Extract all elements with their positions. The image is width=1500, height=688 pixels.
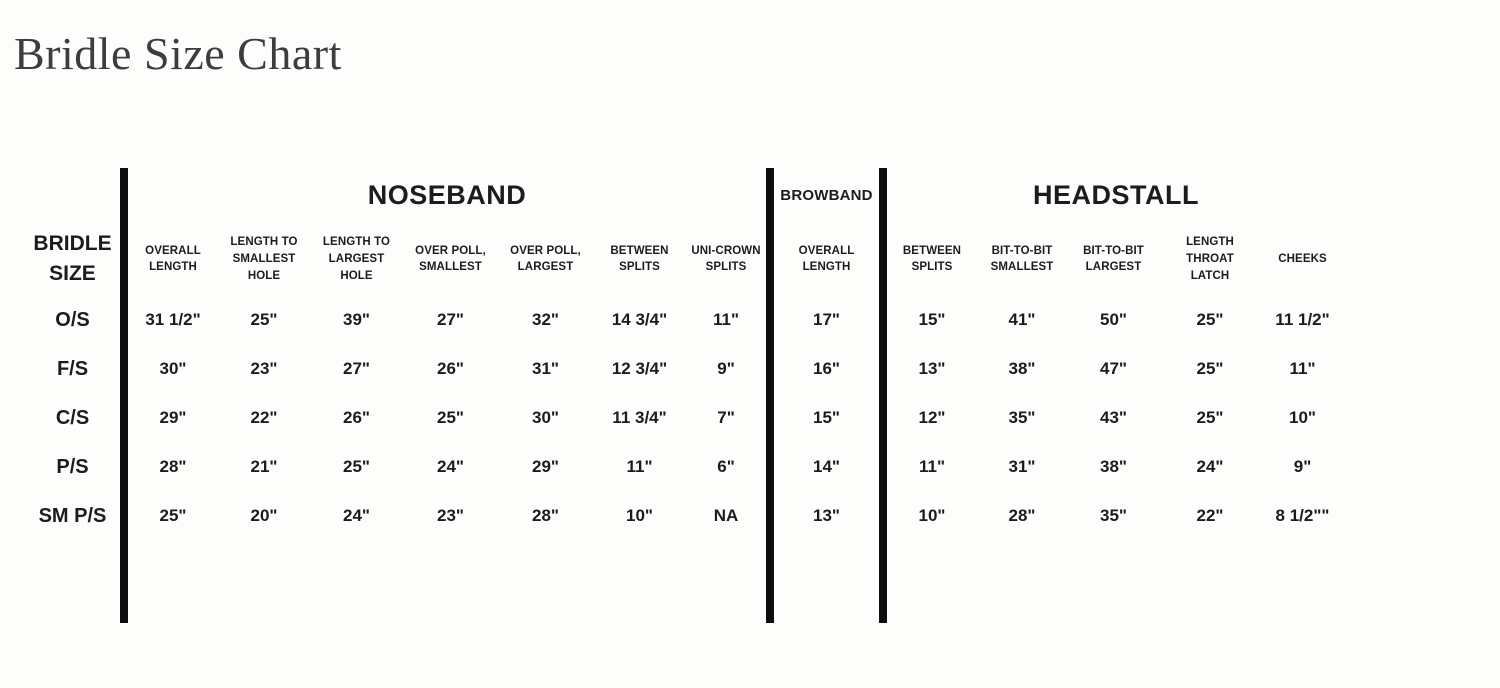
size-value-cell: 38" bbox=[1008, 359, 1036, 379]
size-value-cell: 11" bbox=[626, 457, 653, 477]
size-value-cell: 25" bbox=[1196, 408, 1224, 428]
size-value-cell: 12" bbox=[918, 408, 946, 428]
size-chart-grid bbox=[25, 168, 1345, 623]
size-value-cell: 50" bbox=[1100, 310, 1127, 330]
size-value-cell: 27" bbox=[437, 310, 464, 330]
column-header: LENGTH THROAT LATCH bbox=[1186, 236, 1234, 282]
column-header: OVER POLL, SMALLEST bbox=[415, 244, 486, 274]
size-value-cell: 21" bbox=[250, 457, 278, 477]
size-value-cell: 22" bbox=[250, 408, 278, 428]
size-value-cell: 47" bbox=[1100, 359, 1127, 379]
size-value-cell: 23" bbox=[250, 359, 278, 379]
column-header: BETWEEN SPLITS bbox=[610, 244, 669, 274]
size-value-cell: 11" bbox=[918, 457, 946, 477]
size-value-cell: 11 1/2" bbox=[1275, 310, 1330, 330]
size-row-label: SM P/S bbox=[38, 504, 107, 527]
size-value-cell: 38" bbox=[1100, 457, 1127, 477]
size-value-cell: 31" bbox=[1008, 457, 1036, 477]
size-value-cell: 31 1/2" bbox=[145, 310, 201, 330]
size-value-cell: 25" bbox=[250, 310, 278, 330]
size-value-cell: 24" bbox=[1196, 457, 1224, 477]
bridle-size-header bbox=[33, 229, 111, 290]
size-row-label: P/S bbox=[56, 455, 89, 478]
column-header: BIT-TO-BIT SMALLEST bbox=[990, 244, 1054, 274]
column-header: CHEEKS bbox=[1278, 253, 1327, 266]
size-value-cell: 23" bbox=[437, 506, 464, 526]
size-value-cell: 32" bbox=[532, 310, 559, 330]
size-value-cell: 16" bbox=[813, 359, 840, 379]
size-value-cell: 12 3/4" bbox=[611, 359, 668, 379]
size-value-cell: 28" bbox=[1008, 506, 1036, 526]
page-title: Bridle Size Chart bbox=[14, 28, 342, 79]
size-value-cell: 8 1/2"" bbox=[1275, 506, 1330, 526]
size-value-cell: 11" bbox=[712, 310, 740, 330]
size-value-cell: 9" bbox=[1293, 457, 1312, 477]
size-value-cell: 26" bbox=[437, 359, 464, 379]
column-header: OVERALL LENGTH bbox=[798, 244, 855, 274]
divider-bar bbox=[766, 168, 774, 623]
size-value-cell: 6" bbox=[717, 457, 735, 477]
section-title-headstall: HEADSTALL bbox=[1033, 179, 1199, 210]
size-value-cell: 25" bbox=[437, 408, 464, 428]
size-value-cell: 11" bbox=[1289, 359, 1316, 379]
divider-bar bbox=[879, 168, 887, 623]
column-header: LENGTH TO LARGEST HOLE bbox=[322, 236, 391, 282]
size-value-cell: 25" bbox=[1196, 310, 1224, 330]
size-row-label: F/S bbox=[56, 357, 89, 380]
size-value-cell: 24" bbox=[343, 506, 370, 526]
column-header: BETWEEN SPLITS bbox=[902, 244, 962, 274]
size-value-cell: 15" bbox=[918, 310, 946, 330]
size-value-cell: 9" bbox=[717, 359, 735, 379]
column-header: OVER POLL, LARGEST bbox=[510, 244, 581, 274]
size-value-cell: 25" bbox=[159, 506, 187, 526]
column-header: UNI-CROWN SPLITS bbox=[691, 244, 761, 274]
size-value-cell: NA bbox=[713, 506, 739, 526]
bridle-size-line1: BRIDLE bbox=[33, 231, 112, 255]
size-value-cell: 27" bbox=[343, 359, 370, 379]
size-value-cell: 31" bbox=[532, 359, 559, 379]
size-value-cell: 11 3/4" bbox=[612, 408, 667, 428]
size-value-cell: 28" bbox=[532, 506, 559, 526]
size-value-cell: 10" bbox=[1289, 408, 1316, 428]
size-value-cell: 25" bbox=[1196, 359, 1224, 379]
size-value-cell: 15" bbox=[813, 408, 840, 428]
section-title-noseband: NOSEBAND bbox=[367, 179, 527, 210]
size-value-cell: 30" bbox=[159, 359, 187, 379]
size-value-cell: 7" bbox=[717, 408, 735, 428]
size-value-cell: 43" bbox=[1100, 408, 1127, 428]
size-value-cell: 14" bbox=[813, 457, 840, 477]
size-value-cell: 35" bbox=[1100, 506, 1127, 526]
size-value-cell: 39" bbox=[343, 310, 370, 330]
size-value-cell: 29" bbox=[159, 408, 187, 428]
size-value-cell: 25" bbox=[343, 457, 370, 477]
size-value-cell: 28" bbox=[159, 457, 187, 477]
size-value-cell: 30" bbox=[532, 408, 559, 428]
size-row-label: C/S bbox=[55, 406, 90, 429]
column-header: BIT-TO-BIT LARGEST bbox=[1083, 244, 1144, 274]
size-value-cell: 20" bbox=[250, 506, 278, 526]
size-value-cell: 22" bbox=[1196, 506, 1224, 526]
size-value-cell: 10" bbox=[918, 506, 946, 526]
size-value-cell: 13" bbox=[813, 506, 840, 526]
divider-bar bbox=[120, 168, 128, 623]
size-value-cell: 13" bbox=[918, 359, 946, 379]
size-value-cell: 14 3/4" bbox=[611, 310, 668, 330]
size-value-cell: 17" bbox=[813, 310, 840, 330]
section-title-browband: BROWBAND bbox=[780, 186, 873, 204]
bridle-size-line2: SIZE bbox=[49, 262, 96, 286]
size-row-label: O/S bbox=[55, 308, 90, 331]
size-value-cell: 24" bbox=[437, 457, 464, 477]
size-value-cell: 10" bbox=[626, 506, 653, 526]
column-header: LENGTH TO SMALLEST HOLE bbox=[230, 236, 298, 282]
size-value-cell: 29" bbox=[532, 457, 559, 477]
size-value-cell: 35" bbox=[1008, 408, 1036, 428]
size-value-cell: 26" bbox=[343, 408, 370, 428]
column-header: OVERALL LENGTH bbox=[145, 244, 201, 274]
size-value-cell: 41" bbox=[1008, 310, 1036, 330]
